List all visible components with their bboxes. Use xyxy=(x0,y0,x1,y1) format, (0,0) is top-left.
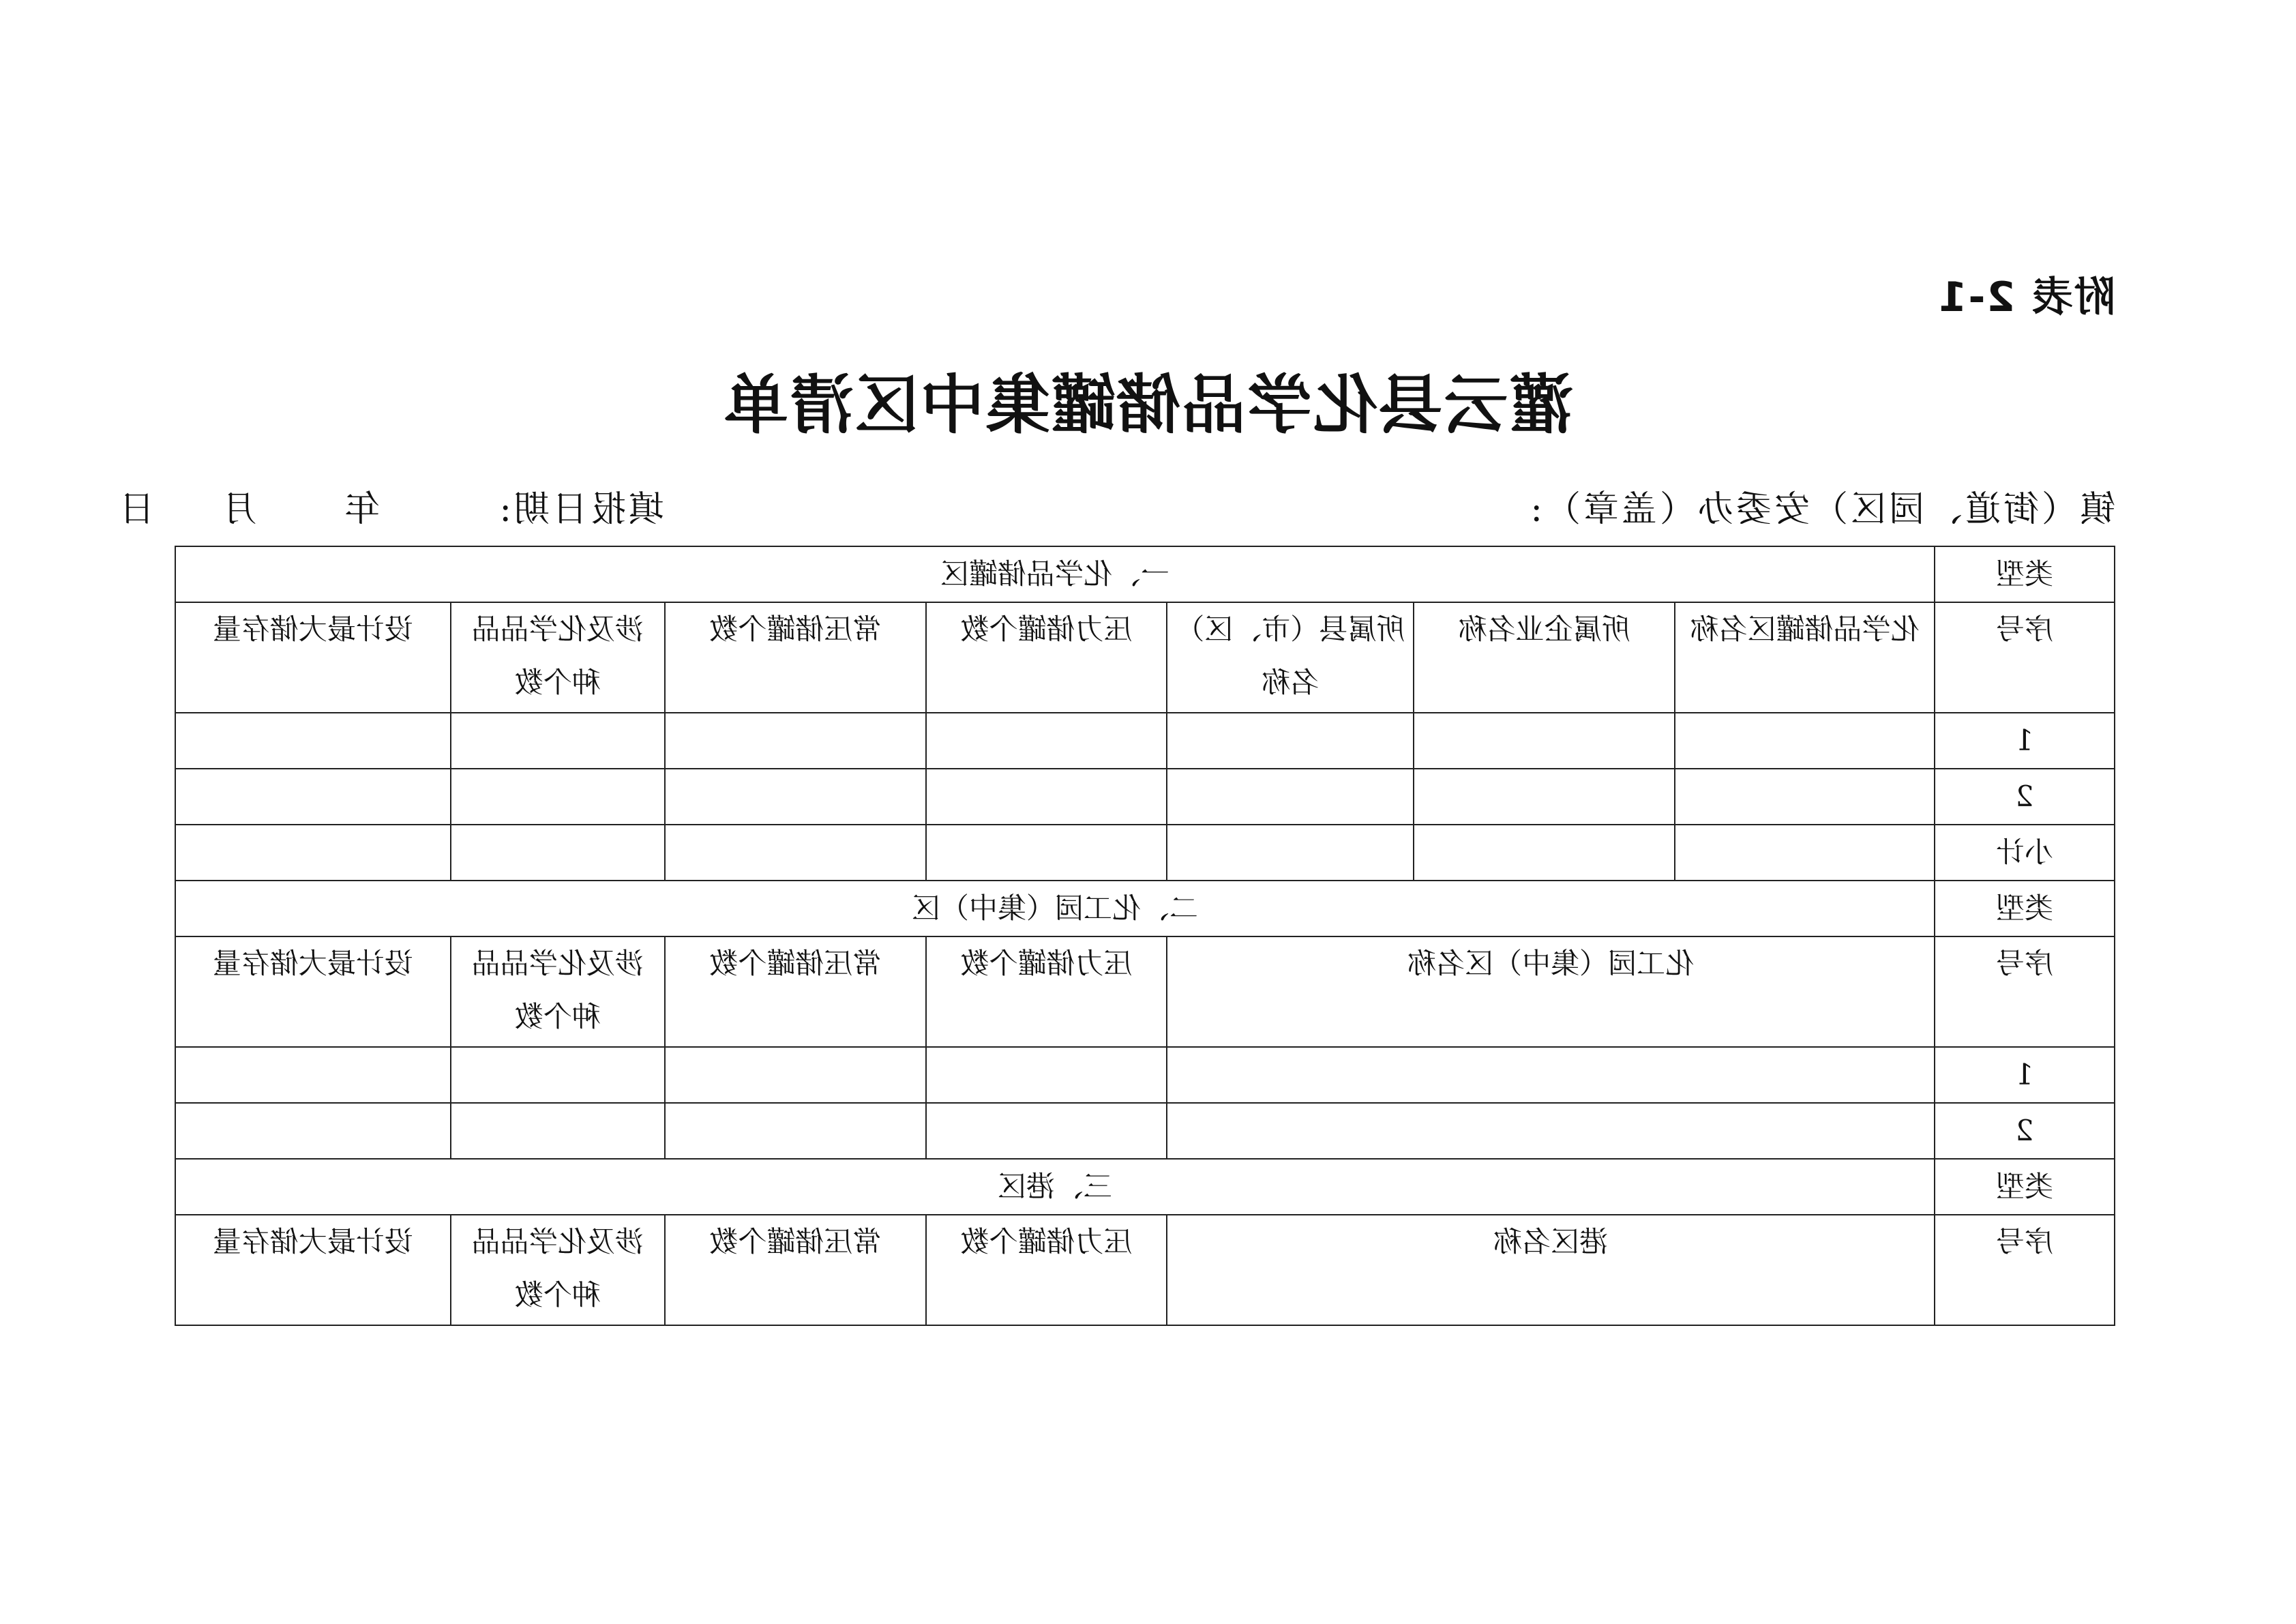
chem-kinds-cell[interactable] xyxy=(451,1047,665,1103)
chem-kinds-cell[interactable] xyxy=(451,713,665,769)
county-name-cell[interactable] xyxy=(1167,769,1414,825)
county-name-cell[interactable] xyxy=(1167,825,1414,881)
company-name-cell[interactable] xyxy=(1414,769,1675,825)
report-date-fields xyxy=(100,480,380,531)
date-year-label: 年 xyxy=(341,489,380,530)
port-name-header: 港区名称 xyxy=(1167,1215,1935,1325)
county-name-cell[interactable] xyxy=(1167,713,1414,769)
atmospheric-tanks-cell[interactable] xyxy=(665,1047,926,1103)
type-label-cell: 类型 xyxy=(1935,881,2115,936)
appendix-label: 附表 2-1 xyxy=(1937,274,2115,321)
chem-kinds-cell[interactable] xyxy=(451,825,665,881)
pressure-tanks-cell[interactable] xyxy=(926,825,1167,881)
area-name-cell[interactable] xyxy=(1675,713,1935,769)
pressure-tanks-cell[interactable] xyxy=(926,769,1167,825)
type-label-cell: 类型 xyxy=(1935,1159,2115,1215)
table-row xyxy=(175,1047,2115,1103)
atmospheric-tanks-header: 常压储罐个数 xyxy=(665,602,926,713)
section2-header-row xyxy=(175,881,2115,936)
section3-title: 三、港区 xyxy=(175,1159,1935,1215)
park-name-cell[interactable] xyxy=(1167,1103,1935,1159)
area-name-cell[interactable] xyxy=(1675,769,1935,825)
document-title: 灌云县化学品储罐集中区清单 xyxy=(722,368,1574,443)
pressure-tanks-cell[interactable] xyxy=(926,713,1167,769)
max-storage-header: 设计最大储存量 xyxy=(175,602,451,713)
section3-column-header-row xyxy=(175,1215,2115,1325)
atmospheric-tanks-cell[interactable] xyxy=(665,713,926,769)
pressure-tanks-cell[interactable] xyxy=(926,1103,1167,1159)
chem-kinds-header: 涉及化学品品种个数 xyxy=(451,602,665,713)
date-month-label: 月 xyxy=(218,489,257,530)
subtotal-row xyxy=(175,825,2115,881)
county-name-header: 所属县（市、区）名称 xyxy=(1167,602,1414,713)
park-name-header: 化工园（集中）区名称 xyxy=(1167,936,1935,1047)
max-storage-header: 设计最大储存量 xyxy=(175,1215,451,1325)
reporting-unit-label: 镇（街道、园区）安委办（盖章）: xyxy=(1527,489,2115,530)
section1-title: 一、化学品储罐区 xyxy=(175,546,1935,602)
max-storage-cell[interactable] xyxy=(175,1047,451,1103)
max-storage-cell[interactable] xyxy=(175,769,451,825)
area-name-cell[interactable] xyxy=(1675,825,1935,881)
section2-title: 二、化工园（集中）区 xyxy=(175,881,1935,936)
pressure-tanks-header: 压力储罐个数 xyxy=(926,936,1167,1047)
table-row xyxy=(175,769,2115,825)
max-storage-header: 设计最大储存量 xyxy=(175,936,451,1047)
section2-column-header-row xyxy=(175,936,2115,1047)
date-day-label: 日 xyxy=(116,489,155,530)
seq-cell: 1 xyxy=(1935,713,2115,769)
company-name-cell[interactable] xyxy=(1414,713,1675,769)
company-name-cell[interactable] xyxy=(1414,825,1675,881)
section3-header-row xyxy=(175,1159,2115,1215)
section1-header-row xyxy=(175,546,2115,602)
seq-header: 序号 xyxy=(1935,602,2115,713)
max-storage-cell[interactable] xyxy=(175,825,451,881)
seq-header: 序号 xyxy=(1935,936,2115,1047)
table-row xyxy=(175,1103,2115,1159)
type-label-cell: 类型 xyxy=(1935,546,2115,602)
section1-column-header-row xyxy=(175,602,2115,713)
seq-cell: 2 xyxy=(1935,769,2115,825)
atmospheric-tanks-header: 常压储罐个数 xyxy=(665,936,926,1047)
park-name-cell[interactable] xyxy=(1167,1047,1935,1103)
atmospheric-tanks-header: 常压储罐个数 xyxy=(665,1215,926,1325)
chem-kinds-cell[interactable] xyxy=(451,769,665,825)
max-storage-cell[interactable] xyxy=(175,713,451,769)
subtotal-label-cell: 小计 xyxy=(1935,825,2115,881)
chem-kinds-header: 涉及化学品品种个数 xyxy=(451,936,665,1047)
chem-kinds-cell[interactable] xyxy=(451,1103,665,1159)
atmospheric-tanks-cell[interactable] xyxy=(665,1103,926,1159)
atmospheric-tanks-cell[interactable] xyxy=(665,769,926,825)
seq-header: 序号 xyxy=(1935,1215,2115,1325)
atmospheric-tanks-cell[interactable] xyxy=(665,825,926,881)
chem-kinds-header: 涉及化学品品种个数 xyxy=(451,1215,665,1325)
seq-cell: 1 xyxy=(1935,1047,2115,1103)
table-row xyxy=(175,713,2115,769)
report-date-label: 填报日期: xyxy=(496,489,664,530)
pressure-tanks-header: 压力储罐个数 xyxy=(926,602,1167,713)
company-name-header: 所属企业名称 xyxy=(1414,602,1675,713)
storage-area-table xyxy=(175,546,2115,1326)
seq-cell: 2 xyxy=(1935,1103,2115,1159)
area-name-header: 化学品储罐区名称 xyxy=(1675,602,1935,713)
max-storage-cell[interactable] xyxy=(175,1103,451,1159)
pressure-tanks-cell[interactable] xyxy=(926,1047,1167,1103)
pressure-tanks-header: 压力储罐个数 xyxy=(926,1215,1167,1325)
